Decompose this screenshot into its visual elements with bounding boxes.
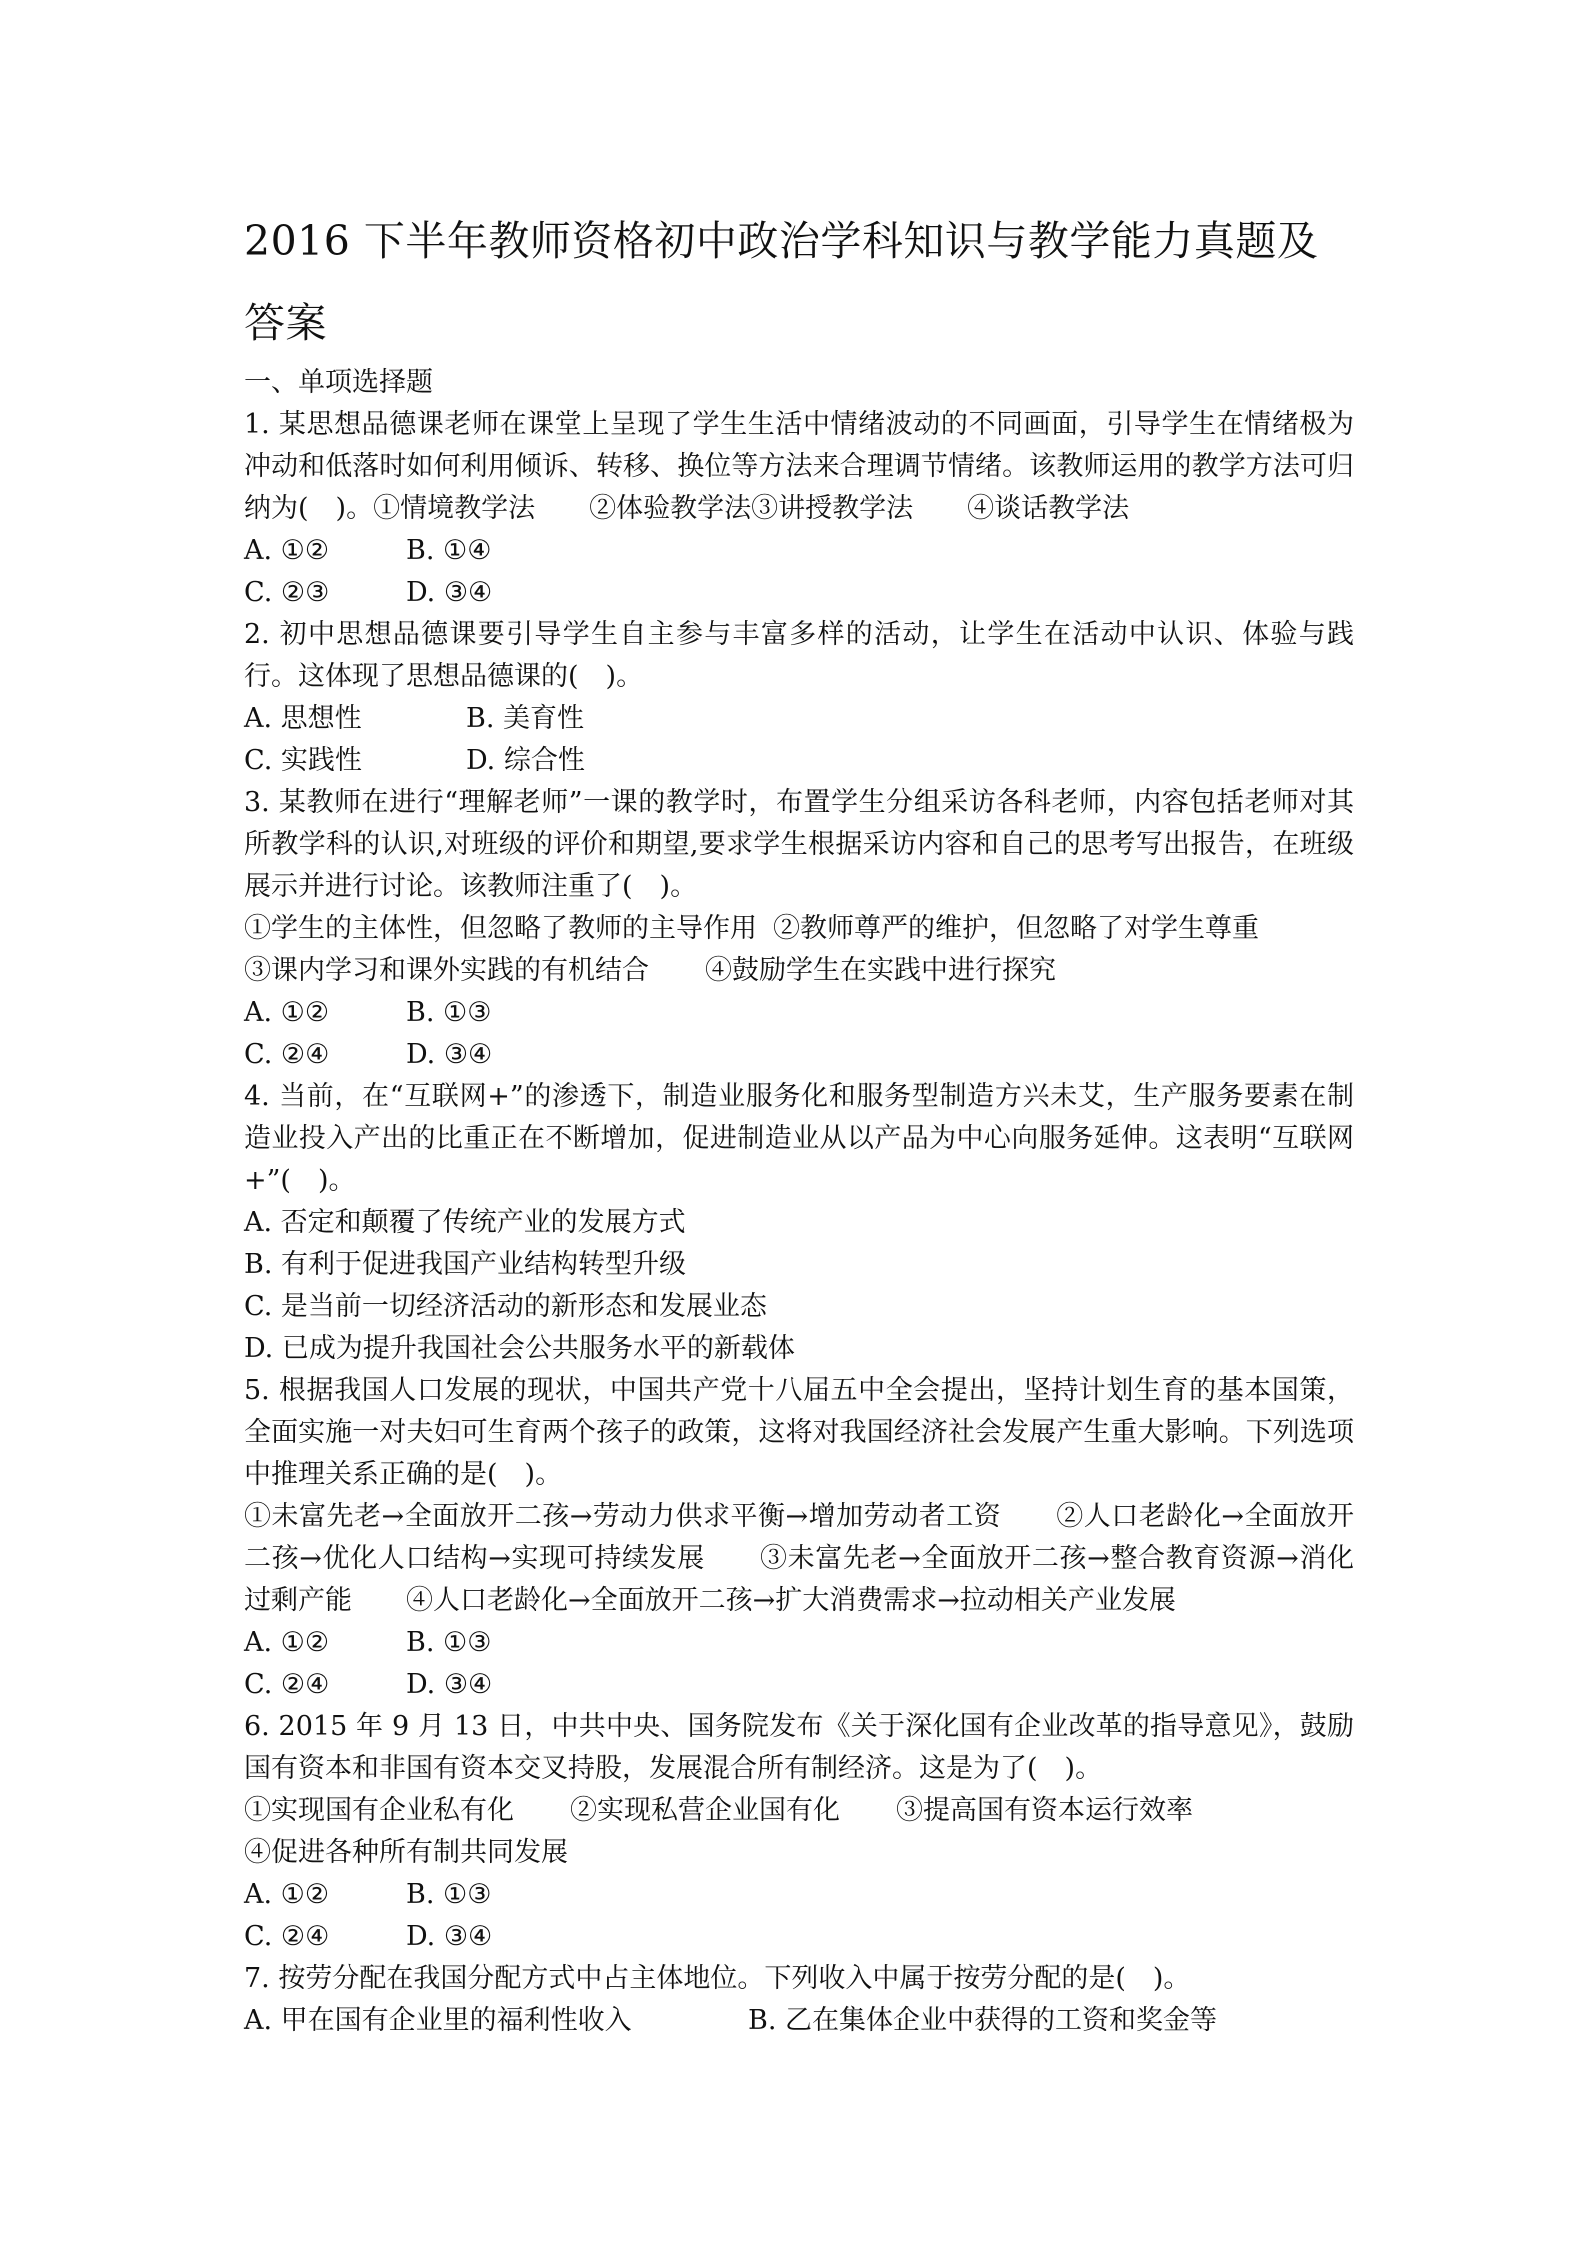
question-3-statement-2: ②教师尊严的维护，但忽略了对学生尊重 bbox=[773, 913, 1259, 944]
question-3-statements-row-1 bbox=[244, 908, 1354, 950]
question-3-option-c: C. ②④ bbox=[244, 1039, 330, 1070]
document-body bbox=[244, 362, 1354, 2042]
question-7-option-b: B. 乙在集体企业中获得的工资和奖金等 bbox=[748, 2005, 1218, 2036]
question-3-statement-4: ④鼓励学生在实践中进行探究 bbox=[705, 955, 1056, 986]
question-6-statement-3: ③提高国有资本运行效率 bbox=[896, 1795, 1193, 1826]
question-6-statement-2: ②实现私营企业国有化 bbox=[570, 1795, 840, 1826]
question-6-statements-row-1 bbox=[244, 1790, 1354, 1832]
question-3-statements-row-2 bbox=[244, 950, 1354, 992]
question-7-options-row-1 bbox=[244, 2000, 1354, 2042]
question-4-option-c: C. 是当前一切经济活动的新形态和发展业态 bbox=[244, 1291, 767, 1322]
question-1-option-b: B. ①④ bbox=[406, 535, 492, 566]
question-3-statement-1: ①学生的主体性，但忽略了教师的主导作用 bbox=[244, 913, 757, 944]
title-line-2: 答案 bbox=[244, 299, 327, 347]
section-heading: 一、单项选择题 bbox=[244, 367, 433, 398]
question-5-text: 5. 根据我国人口发展的现状，中国共产党十八届五中全会提出，坚持计划生育的基本国策，全面实施一对夫妇可生育两个孩子的政策，这将对我国经济社会发展产生重大影响。下列选项中推理关系正确的是( )。 bbox=[244, 1375, 1354, 1490]
question-5-statements: ①未富先老→全面放开二孩→劳动力供求平衡→增加劳动者工资 ②人口老龄化→全面放开二孩→优化人口结构→实现可持续发展 ③未富先老→全面放开二孩→整合教育资源→消化过剩产能 ④人口老龄化→全面放开二孩→扩大消费需求→拉动相关产业发展 bbox=[244, 1501, 1354, 1616]
question-5-option-d: D. ③④ bbox=[406, 1669, 493, 1700]
question-6-statement-4: ④促进各种所有制共同发展 bbox=[244, 1837, 568, 1868]
question-2-option-d: D. 综合性 bbox=[466, 745, 585, 776]
question-3-options-row-2 bbox=[244, 1034, 1354, 1076]
question-1-options-row-1 bbox=[244, 530, 1354, 572]
question-6-options-row-2 bbox=[244, 1916, 1354, 1958]
question-4-option-a: A. 否定和颠覆了传统产业的发展方式 bbox=[244, 1207, 686, 1238]
question-5-option-b: B. ①③ bbox=[406, 1627, 492, 1658]
question-2-text: 2. 初中思想品德课要引导学生自主参与丰富多样的活动，让学生在活动中认识、体验与践行。这体现了思想品德课的( )。 bbox=[244, 619, 1354, 692]
question-1-option-a: A. ①② bbox=[244, 535, 330, 566]
question-4-option-b: B. 有利于促进我国产业结构转型升级 bbox=[244, 1249, 687, 1280]
question-1-options-row-2 bbox=[244, 572, 1354, 614]
question-5-options-row-2 bbox=[244, 1664, 1354, 1706]
question-6-text: 6. 2015 年 9 月 13 日，中共中央、国务院发布《关于深化国有企业改革的指导意见》，鼓励国有资本和非国有资本交叉持股，发展混合所有制经济。这是为了( )。 bbox=[244, 1711, 1354, 1784]
title-line-1: 2016 下半年教师资格初中政治学科知识与教学能力真题及 bbox=[244, 217, 1319, 265]
question-1-option-d: D. ③④ bbox=[406, 577, 493, 608]
question-3-statement-3: ③课内学习和课外实践的有机结合 bbox=[244, 955, 649, 986]
question-4-option-d: D. 已成为提升我国社会公共服务水平的新载体 bbox=[244, 1333, 795, 1364]
question-2-options-row-2 bbox=[244, 740, 1354, 782]
question-3-option-a: A. ①② bbox=[244, 997, 330, 1028]
question-6-option-b: B. ①③ bbox=[406, 1879, 492, 1910]
question-3-option-b: B. ①③ bbox=[406, 997, 492, 1028]
question-6-statement-1: ①实现国有企业私有化 bbox=[244, 1795, 514, 1826]
question-6-option-a: A. ①② bbox=[244, 1879, 330, 1910]
question-2-option-c: C. 实践性 bbox=[244, 745, 362, 776]
question-2-option-a: A. 思想性 bbox=[244, 703, 362, 734]
question-7-option-a: A. 甲在国有企业里的福利性收入 bbox=[244, 2005, 632, 2036]
question-6-option-d: D. ③④ bbox=[406, 1921, 493, 1952]
question-1-text: 1. 某思想品德课老师在课堂上呈现了学生生活中情绪波动的不同画面，引导学生在情绪极为冲动和低落时如何利用倾诉、转移、换位等方法来合理调节情绪。该教师运用的教学方法可归纳为( )。①情境教学法 ②体验教学法③讲授教学法 ④谈话教学法 bbox=[244, 409, 1354, 524]
question-1-option-c: C. ②③ bbox=[244, 577, 330, 608]
question-4-text: 4. 当前，在“互联网+”的渗透下，制造业服务化和服务型制造方兴未艾，生产服务要素在制造业投入产出的比重正在不断增加，促进制造业从以产品为中心向服务延伸。这表明“互联网+”( )。 bbox=[244, 1081, 1354, 1196]
question-2-options-row-1 bbox=[244, 698, 1354, 740]
question-2-option-b: B. 美育性 bbox=[466, 703, 585, 734]
question-3-options-row-1 bbox=[244, 992, 1354, 1034]
question-6-option-c: C. ②④ bbox=[244, 1921, 330, 1952]
question-5-option-a: A. ①② bbox=[244, 1627, 330, 1658]
question-3-option-d: D. ③④ bbox=[406, 1039, 493, 1070]
question-5-option-c: C. ②④ bbox=[244, 1669, 330, 1700]
question-6-options-row-1 bbox=[244, 1874, 1354, 1916]
question-7-text: 7. 按劳分配在我国分配方式中占主体地位。下列收入中属于按劳分配的是( )。 bbox=[244, 1963, 1191, 1994]
question-5-options-row-1 bbox=[244, 1622, 1354, 1664]
question-3-text: 3. 某教师在进行“理解老师”一课的教学时，布置学生分组采访各科老师，内容包括老师对其所教学科的认识,对班级的评价和期望,要求学生根据采访内容和自己的思考写出报告，在班级展示并进行讨论。该教师注重了( )。 bbox=[244, 787, 1354, 902]
document-title bbox=[244, 200, 1354, 364]
